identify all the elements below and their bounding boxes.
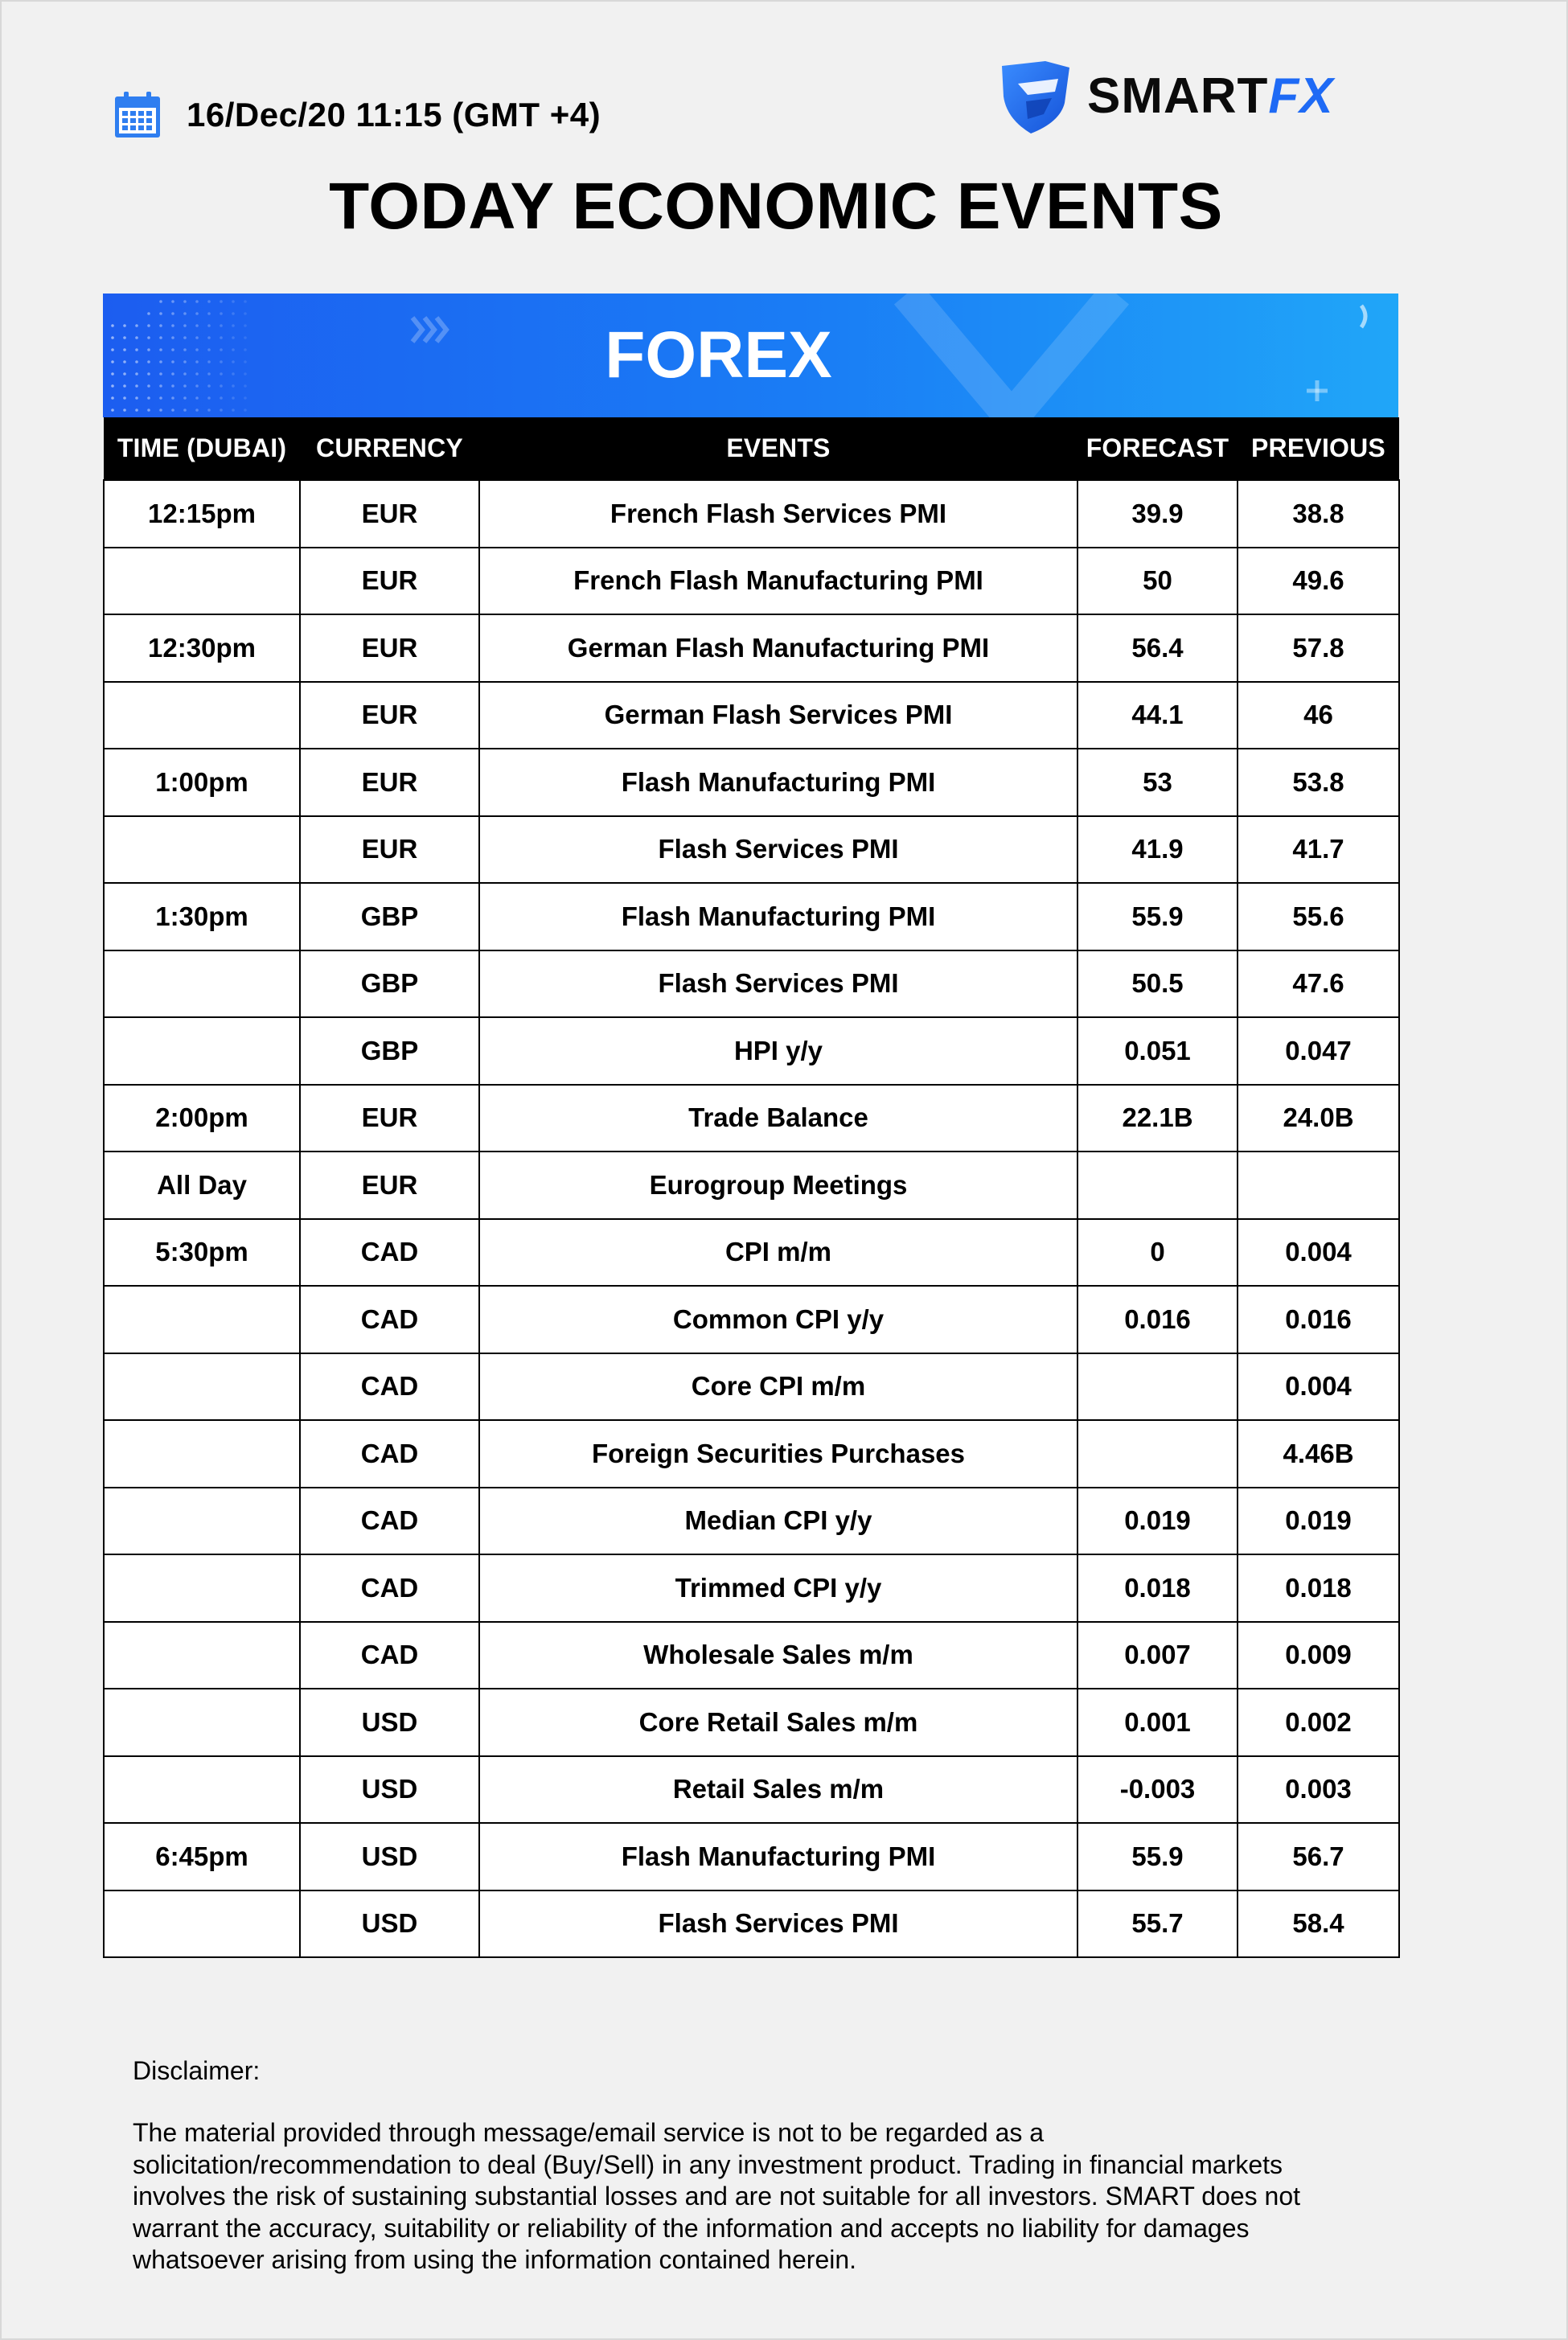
- previous-cell: 53.8: [1238, 749, 1399, 816]
- currency-cell: USD: [300, 1890, 479, 1958]
- previous-cell: 56.7: [1238, 1823, 1399, 1890]
- previous-cell: 46: [1238, 682, 1399, 749]
- table-row: [104, 883, 1399, 950]
- currency-cell: CAD: [300, 1219, 479, 1287]
- event-cell: French Flash Services PMI: [479, 480, 1077, 548]
- previous-cell: 55.6: [1238, 883, 1399, 950]
- currency-cell: EUR: [300, 1152, 479, 1219]
- forecast-cell: 0.001: [1077, 1689, 1238, 1756]
- disclaimer-line: solicitation/recommendation to deal (Buy/Sell) in any investment product. Trading in financial markets: [133, 2149, 1283, 2179]
- table-row: [104, 950, 1399, 1018]
- previous-cell: 0.018: [1238, 1554, 1399, 1622]
- time-cell: [104, 682, 300, 749]
- event-cell: Flash Services PMI: [479, 950, 1077, 1018]
- time-cell: 1:30pm: [104, 883, 300, 950]
- time-cell: 12:15pm: [104, 480, 300, 548]
- event-cell: Core Retail Sales m/m: [479, 1689, 1077, 1756]
- forecast-cell: 50.5: [1077, 950, 1238, 1018]
- time-cell: [104, 1353, 300, 1421]
- previous-cell: 0.004: [1238, 1219, 1399, 1287]
- event-cell: Flash Services PMI: [479, 1890, 1077, 1958]
- calendar-icon: [113, 90, 162, 140]
- event-cell: Flash Services PMI: [479, 816, 1077, 884]
- previous-cell: 47.6: [1238, 950, 1399, 1018]
- previous-cell: 41.7: [1238, 816, 1399, 884]
- time-cell: [104, 548, 300, 615]
- disclaimer-line: involves the risk of sustaining substantial losses and are not suitable for all investors. SMART does not: [133, 2182, 1301, 2211]
- event-cell: Flash Manufacturing PMI: [479, 1823, 1077, 1890]
- table-row: [104, 548, 1399, 615]
- forecast-cell: 0: [1077, 1219, 1238, 1287]
- forecast-cell: 0.051: [1077, 1017, 1238, 1085]
- currency-cell: USD: [300, 1689, 479, 1756]
- time-cell: 6:45pm: [104, 1823, 300, 1890]
- forecast-cell: 0.007: [1077, 1622, 1238, 1689]
- forecast-cell: [1077, 1152, 1238, 1219]
- forecast-cell: 55.7: [1077, 1890, 1238, 1958]
- event-cell: Wholesale Sales m/m: [479, 1622, 1077, 1689]
- column-header-currency: CURRENCY: [300, 417, 479, 480]
- forex-banner: [103, 294, 1398, 417]
- page-title: TODAY ECONOMIC EVENTS: [329, 170, 1223, 243]
- time-cell: [104, 1488, 300, 1555]
- table-row: [104, 1286, 1399, 1353]
- forecast-cell: 22.1B: [1077, 1085, 1238, 1152]
- time-cell: [104, 1689, 300, 1756]
- event-cell: Median CPI y/y: [479, 1488, 1077, 1555]
- time-cell: 5:30pm: [104, 1219, 300, 1287]
- smartfx-logo: [995, 56, 1334, 137]
- currency-cell: EUR: [300, 749, 479, 816]
- table-row: [104, 1823, 1399, 1890]
- time-cell: [104, 816, 300, 884]
- forecast-cell: [1077, 1420, 1238, 1488]
- table-row: [104, 614, 1399, 682]
- disclaimer-heading: Disclaimer:: [133, 2056, 261, 2085]
- column-header-time: TIME (DUBAI): [104, 417, 300, 480]
- forecast-cell: 55.9: [1077, 883, 1238, 950]
- forecast-cell: 56.4: [1077, 614, 1238, 682]
- previous-cell: 4.46B: [1238, 1420, 1399, 1488]
- previous-cell: 0.016: [1238, 1286, 1399, 1353]
- table-row: [104, 1420, 1399, 1488]
- previous-cell: 24.0B: [1238, 1085, 1399, 1152]
- currency-cell: CAD: [300, 1488, 479, 1555]
- previous-cell: [1238, 1152, 1399, 1219]
- currency-cell: CAD: [300, 1420, 479, 1488]
- table-row: [104, 1219, 1399, 1287]
- table-row: [104, 1488, 1399, 1555]
- forecast-cell: 44.1: [1077, 682, 1238, 749]
- event-cell: Flash Manufacturing PMI: [479, 883, 1077, 950]
- time-cell: [104, 1554, 300, 1622]
- disclaimer: [133, 2055, 1419, 2276]
- time-cell: All Day: [104, 1152, 300, 1219]
- event-cell: Foreign Securities Purchases: [479, 1420, 1077, 1488]
- event-cell: CPI m/m: [479, 1219, 1077, 1287]
- time-cell: 12:30pm: [104, 614, 300, 682]
- currency-cell: CAD: [300, 1554, 479, 1622]
- disclaimer-line: whatsoever arising from using the information contained herein.: [133, 2245, 857, 2274]
- events-table: [103, 417, 1400, 1958]
- forecast-cell: -0.003: [1077, 1756, 1238, 1824]
- banner-title: FOREX: [605, 318, 832, 392]
- table-header-row: [104, 417, 1399, 480]
- column-header-previous: PREVIOUS: [1238, 417, 1399, 480]
- forecast-cell: [1077, 1353, 1238, 1421]
- table-row: [104, 1756, 1399, 1824]
- table-row: [104, 1622, 1399, 1689]
- logo-text-smart: SMART: [1087, 68, 1269, 124]
- table-row: [104, 1085, 1399, 1152]
- event-cell: Core CPI m/m: [479, 1353, 1077, 1421]
- forecast-cell: 53: [1077, 749, 1238, 816]
- currency-cell: EUR: [300, 816, 479, 884]
- report-date-time: 16/Dec/20 11:15 (GMT +4): [187, 96, 601, 133]
- event-cell: French Flash Manufacturing PMI: [479, 548, 1077, 615]
- currency-cell: CAD: [300, 1353, 479, 1421]
- previous-cell: 0.047: [1238, 1017, 1399, 1085]
- table-row: [104, 816, 1399, 884]
- logo-text-fx: FX: [1268, 68, 1334, 124]
- previous-cell: 0.002: [1238, 1689, 1399, 1756]
- currency-cell: USD: [300, 1823, 479, 1890]
- previous-cell: 0.009: [1238, 1622, 1399, 1689]
- forecast-cell: 50: [1077, 548, 1238, 615]
- currency-cell: GBP: [300, 1017, 479, 1085]
- column-header-events: EVENTS: [479, 417, 1077, 480]
- previous-cell: 49.6: [1238, 548, 1399, 615]
- table-row: [104, 1353, 1399, 1421]
- event-cell: Eurogroup Meetings: [479, 1152, 1077, 1219]
- table-row: [104, 1890, 1399, 1958]
- previous-cell: 57.8: [1238, 614, 1399, 682]
- currency-cell: CAD: [300, 1622, 479, 1689]
- table-row: [104, 1554, 1399, 1622]
- forecast-cell: 0.019: [1077, 1488, 1238, 1555]
- previous-cell: 38.8: [1238, 480, 1399, 548]
- time-cell: [104, 1756, 300, 1824]
- disclaimer-line: The material provided through message/email service is not to be regarded as a: [133, 2118, 1045, 2147]
- currency-cell: EUR: [300, 480, 479, 548]
- table-row: [104, 1689, 1399, 1756]
- currency-cell: GBP: [300, 950, 479, 1018]
- previous-cell: 58.4: [1238, 1890, 1399, 1958]
- column-header-forecast: FORECAST: [1077, 417, 1238, 480]
- forecast-cell: 0.016: [1077, 1286, 1238, 1353]
- table-row: [104, 749, 1399, 816]
- forecast-cell: 0.018: [1077, 1554, 1238, 1622]
- event-cell: Common CPI y/y: [479, 1286, 1077, 1353]
- previous-cell: 0.019: [1238, 1488, 1399, 1555]
- time-cell: [104, 1017, 300, 1085]
- currency-cell: EUR: [300, 614, 479, 682]
- forecast-cell: 55.9: [1077, 1823, 1238, 1890]
- currency-cell: GBP: [300, 883, 479, 950]
- event-cell: German Flash Services PMI: [479, 682, 1077, 749]
- table-row: [104, 1017, 1399, 1085]
- date-row: [113, 90, 601, 140]
- time-cell: [104, 1622, 300, 1689]
- time-cell: 1:00pm: [104, 749, 300, 816]
- currency-cell: EUR: [300, 548, 479, 615]
- time-cell: [104, 1890, 300, 1958]
- previous-cell: 0.003: [1238, 1756, 1399, 1824]
- currency-cell: EUR: [300, 1085, 479, 1152]
- time-cell: 2:00pm: [104, 1085, 300, 1152]
- table-row: [104, 1152, 1399, 1219]
- currency-cell: EUR: [300, 682, 479, 749]
- forecast-cell: 39.9: [1077, 480, 1238, 548]
- event-cell: Retail Sales m/m: [479, 1756, 1077, 1824]
- time-cell: [104, 1420, 300, 1488]
- time-cell: [104, 950, 300, 1018]
- disclaimer-line: warrant the accuracy, suitability or reliability of the information and accepts no liability for damages: [133, 2213, 1250, 2243]
- event-cell: HPI y/y: [479, 1017, 1077, 1085]
- event-cell: Flash Manufacturing PMI: [479, 749, 1077, 816]
- table-row: [104, 480, 1399, 548]
- table-row: [104, 682, 1399, 749]
- disclaimer-body: [133, 2117, 1387, 2276]
- event-cell: Trade Balance: [479, 1085, 1077, 1152]
- time-cell: [104, 1286, 300, 1353]
- forecast-cell: 41.9: [1077, 816, 1238, 884]
- shield-icon: [995, 56, 1076, 137]
- event-cell: Trimmed CPI y/y: [479, 1554, 1077, 1622]
- event-cell: German Flash Manufacturing PMI: [479, 614, 1077, 682]
- currency-cell: CAD: [300, 1286, 479, 1353]
- currency-cell: USD: [300, 1756, 479, 1824]
- previous-cell: 0.004: [1238, 1353, 1399, 1421]
